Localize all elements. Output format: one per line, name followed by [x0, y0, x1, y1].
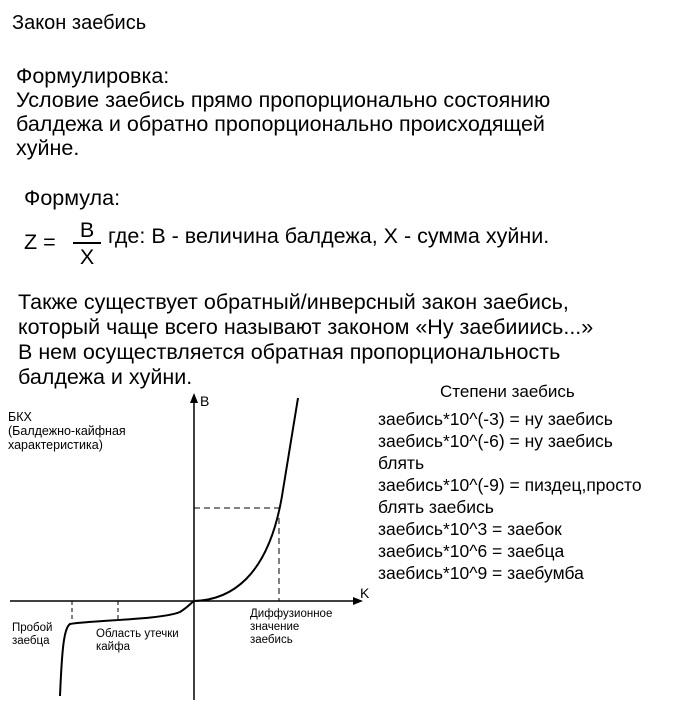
graph-title	[8, 410, 126, 452]
degree-line: заебись*10^(-3) = ну заебись	[378, 409, 613, 429]
leakage-label-line: Область утечки	[96, 628, 179, 640]
formulation-line: Условие заебись прямо пропорционально состоянию	[16, 88, 551, 112]
breakdown-label-line: Пробой	[12, 622, 53, 634]
page-title: Закон заебись	[12, 12, 147, 34]
inverse-line: балдежа и хуйни.	[18, 365, 193, 389]
formula-fraction	[72, 218, 102, 270]
degree-line: заебись*10^6 = заебца	[378, 541, 565, 561]
breakdown-label	[12, 622, 52, 648]
formulation-block	[16, 64, 696, 160]
formulation-line: балдежа и обратно пропорционально происходящей	[16, 112, 545, 136]
diffusion-label-line: значение	[250, 621, 300, 633]
degree-line: заебись*10^(-9) = пиздец,просто	[378, 475, 642, 495]
formula-denominator: X	[79, 245, 95, 269]
inverse-line: В нем осуществляется обратная пропорциональность	[18, 340, 561, 364]
formula-description: где: В - величина балдежа, Х - сумма хуйни.	[108, 224, 550, 248]
formula-heading: Формула:	[24, 186, 121, 210]
degrees-title: Степени заебись	[440, 382, 575, 401]
degree-line: блять	[378, 453, 425, 473]
degrees-list	[378, 408, 642, 584]
formulation-line: хуйне.	[16, 136, 80, 160]
y-axis-label: B	[200, 393, 210, 409]
x-axis-label: K	[360, 585, 370, 601]
leakage-label-line: кайфа	[96, 641, 130, 653]
degree-line: заебись*10^9 = заебумба	[378, 563, 584, 583]
formula-lhs: Z =	[24, 230, 56, 254]
degree-line: заебись*10^3 = заебок	[378, 519, 562, 539]
diffusion-label-line: Диффузионное	[250, 608, 333, 620]
formulation-heading: Формулировка:	[16, 64, 170, 88]
degree-line: заебись*10^(-6) = ну заебись	[378, 431, 613, 451]
degree-line: блять заебись	[378, 497, 494, 517]
leakage-label	[96, 628, 179, 654]
bkx-graph	[0, 388, 380, 700]
breakdown-label-line: заебца	[12, 635, 50, 647]
graph-title-line: характеристика)	[8, 438, 103, 452]
inverse-law-block	[18, 290, 593, 390]
formula-numerator: B	[79, 218, 95, 242]
inverse-line: Также существует обратный/инверсный закон заебись,	[18, 290, 569, 314]
graph-title-line: БКХ	[8, 410, 32, 424]
diffusion-label-line: заебись	[250, 634, 293, 646]
graph-title-line: (Балдежно-кайфная	[8, 424, 126, 438]
inverse-line: который чаще всего называют законом «Ну заебииись...»	[18, 315, 594, 339]
diffusion-label	[250, 608, 332, 647]
